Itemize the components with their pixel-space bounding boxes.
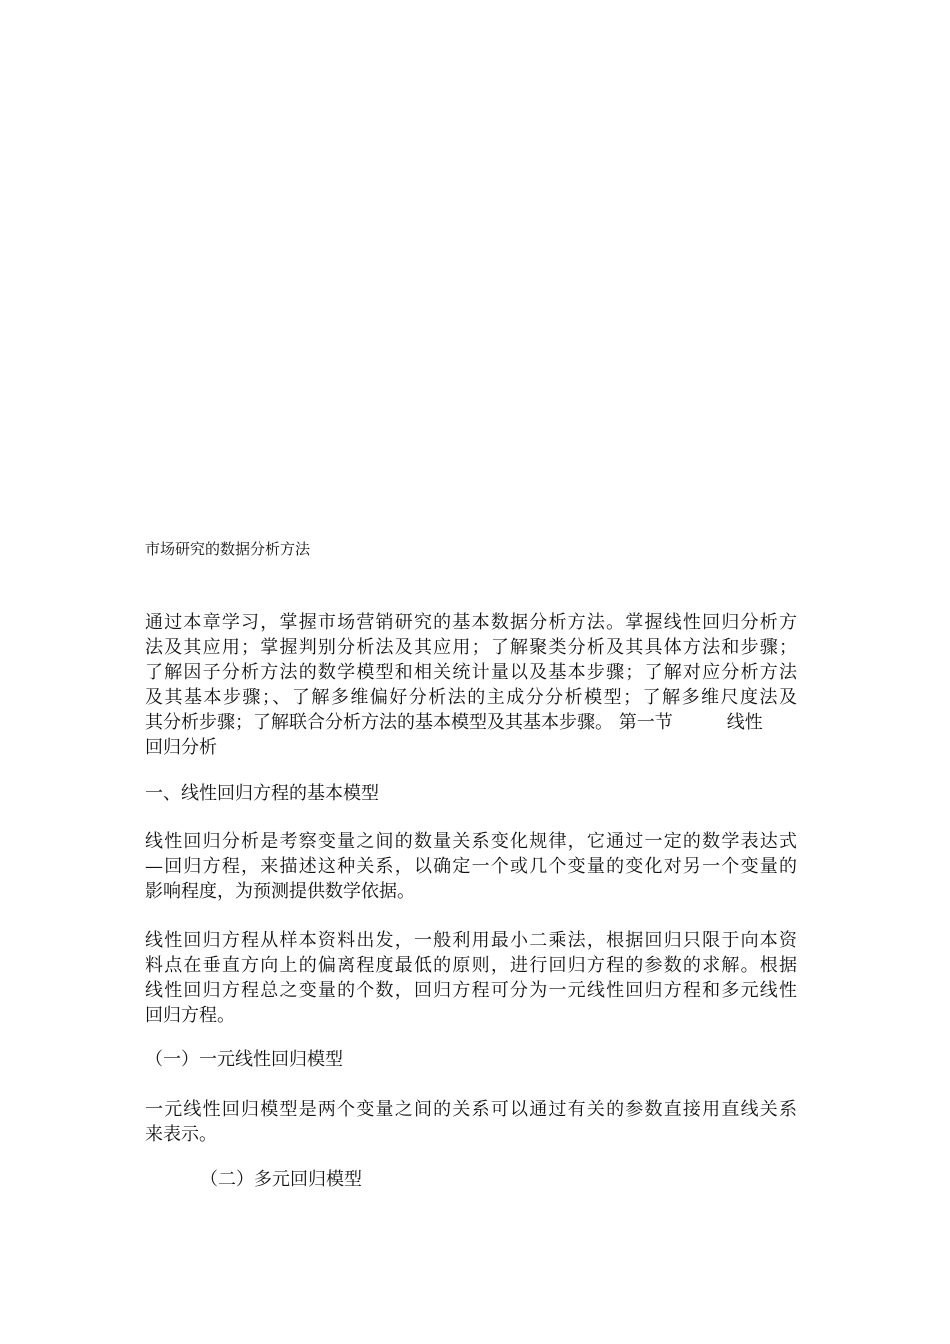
text-line: 其分析步骤；了解联合分析方法的基本模型及其基本步骤。 第一节 线性 [145, 712, 763, 733]
text-line: 回归方程。 [145, 1005, 235, 1026]
document-title: 市场研究的数据分析方法 [145, 540, 311, 558]
text-line: 及其基本步骤；、了解多维偏好分析法的主成分分析模型；了解多维尺度法及 [145, 687, 797, 708]
text-line: —回归方程，来描述这种关系，以确定一个或几个变量的变化对另一个变量的 [145, 856, 797, 877]
text-line: 线性回归方程从样本资料出发，一般利用最小二乘法，根据回归只限于向本资 [145, 930, 797, 951]
text-line: 影响程度，为预测提供数学依据。 [145, 881, 415, 902]
subsection-heading: （二）多元回归模型 [200, 1169, 362, 1190]
section-heading: 一、线性回归方程的基本模型 [145, 783, 379, 804]
text-line: 通过本章学习，掌握市场营销研究的基本数据分析方法。掌握线性回归分析方 [145, 612, 797, 633]
text-line: 一元线性回归模型是两个变量之间的关系可以通过有关的参数直接用直线关系 [145, 1099, 797, 1120]
text-line: 回归分析 [145, 737, 217, 758]
text-line: 了解因子分析方法的数学模型和相关统计量以及基本步骤；了解对应分析方法 [145, 662, 797, 683]
text-line: 法及其应用；掌握判别分析法及其应用；了解聚类分析及其具体方法和步骤； [145, 637, 797, 658]
text-line: 来表示。 [145, 1124, 217, 1145]
paragraph [145, 1097, 797, 1147]
paragraph [145, 928, 797, 1028]
intro-paragraph [145, 610, 797, 760]
text-line: 料点在垂直方向上的偏离程度最低的原则，进行回归方程的参数的求解。根据 [145, 955, 797, 976]
text-line: 线性回归分析是考察变量之间的数量关系变化规律，它通过一定的数学表达式 [145, 831, 797, 852]
paragraph [145, 829, 797, 904]
text-line: 线性回归方程总之变量的个数，回归方程可分为一元线性回归方程和多元线性 [145, 980, 797, 1001]
subsection-heading: （一）一元线性回归模型 [145, 1049, 343, 1070]
